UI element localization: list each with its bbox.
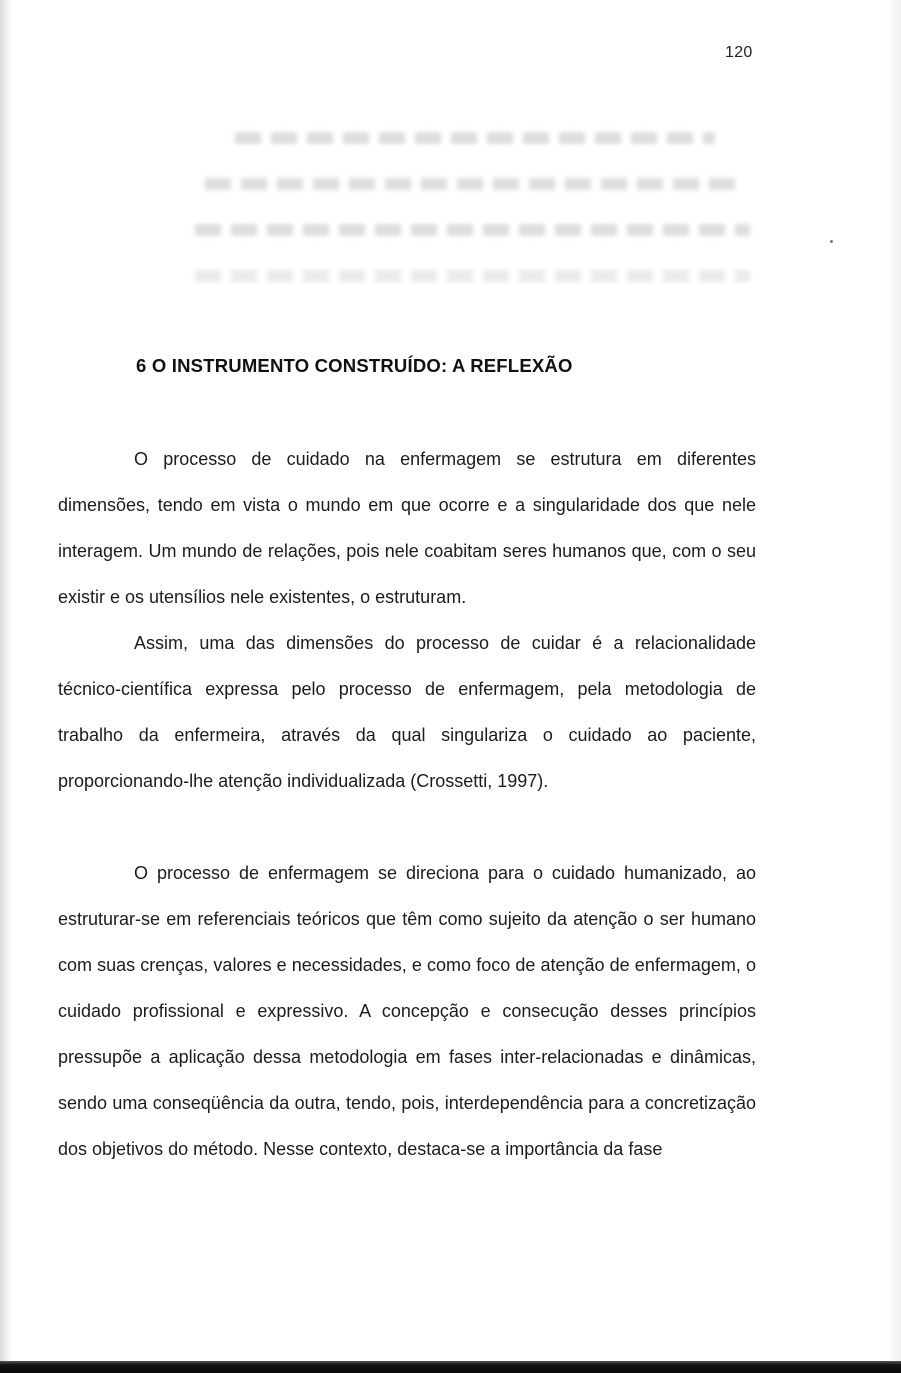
page-number: 120 <box>725 44 753 61</box>
bleed-line <box>195 224 750 236</box>
paragraph-block <box>58 436 756 620</box>
paragraph: O processo de cuidado na enfermagem se estrutura em diferentes dimensões, tendo em vista o mundo em que ocorre e a singularidade dos que nele interagem. Um mundo de relações, pois nele coabitam seres humanos que, com o seu existir e os utensílios nele existentes, o estruturam. <box>58 449 756 607</box>
paragraph: O processo de enfermagem se direciona para o cuidado humanizado, ao estruturar-se em referenciais teóricos que têm como sujeito da atenção o ser humano com suas crenças, valores e necessidades, e como foco de atenção de enfermagem, o cuidado profissional e expressivo. A concepção e consecução desses princípios pressupõe a aplicação dessa metodologia em fases inter-relacionadas e dinâmicas, sendo uma conseqüência da outra, tendo, pois, interdependência para a concretização dos objetivos do método. Nesse contexto, destaca-se a importância da fase <box>58 863 756 1159</box>
bleed-line <box>205 178 745 190</box>
paragraph-block <box>58 850 756 1172</box>
bleed-line <box>235 132 715 144</box>
bleed-line <box>195 270 750 282</box>
paragraph: Assim, uma das dimensões do processo de cuidar é a relacionalidade técnico-científica expressa pelo processo de enfermagem, pela metodologia de trabalho da enfermeira, através da qual singulariza o cuidado ao paciente, proporcionando-lhe atenção individualizada (Crossetti, 1997). <box>58 633 756 791</box>
paragraph-block <box>58 620 756 804</box>
scan-speck <box>830 240 833 243</box>
bleed-through-text <box>195 112 765 332</box>
section-heading: 6 O INSTRUMENTO CONSTRUÍDO: A REFLEXÃO <box>136 355 573 376</box>
scan-bottom-edge <box>0 1361 901 1373</box>
